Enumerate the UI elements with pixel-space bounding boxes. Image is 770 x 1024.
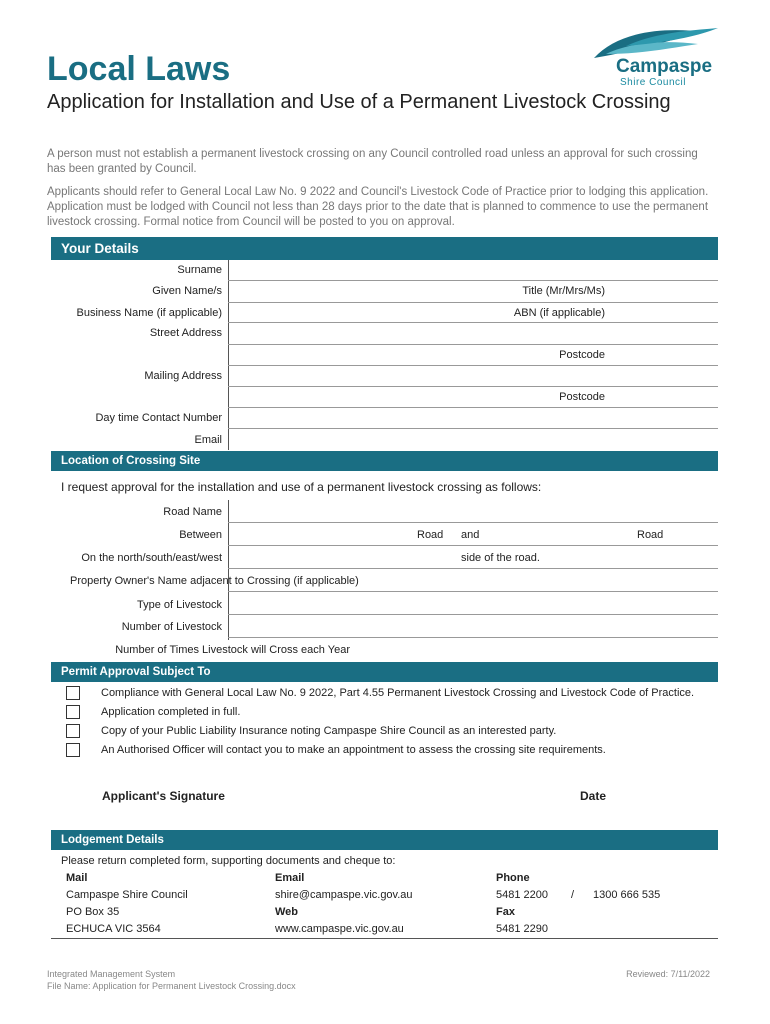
road-name-field[interactable] (228, 522, 718, 523)
footer-left (47, 968, 296, 992)
postcode-field-1[interactable] (228, 365, 718, 366)
web-link[interactable]: www.campaspe.vic.gov.au (275, 923, 404, 935)
lodgement-bottom-rule (51, 938, 718, 939)
permit-checkbox-3[interactable] (66, 724, 80, 738)
email-heading: Email (275, 872, 305, 884)
phone-number-1: 5481 2200 (496, 889, 548, 901)
road-label-1: Road (417, 529, 444, 541)
permit-checkbox-2[interactable] (66, 705, 80, 719)
signature-label: Applicant's Signature (102, 789, 225, 803)
your-details-heading: Your Details (51, 237, 718, 260)
contact-number-label: Day time Contact Number (95, 412, 222, 424)
road-name-label: Road Name (163, 506, 222, 518)
fax-heading: Fax (496, 906, 515, 918)
title-label: Title (Mr/Mrs/Ms) (522, 285, 605, 297)
footer-line-2: File Name: Application for Permanent Livestock Crossing.docx (47, 981, 296, 991)
mail-line-1: Campaspe Shire Council (66, 889, 188, 901)
livestock-type-label: Type of Livestock (137, 599, 222, 611)
livestock-number-label: Number of Livestock (121, 621, 222, 633)
abn-label: ABN (if applicable) (513, 307, 605, 319)
business-name-field[interactable] (228, 322, 718, 323)
postcode-label-2: Postcode (559, 391, 605, 403)
intro-paragraph-1: A person must not establish a permanent livestock crossing on any Council controlled road unless an approval for such crossing has been granted by Council. (47, 148, 698, 175)
phone-separator: / (571, 889, 575, 901)
location-heading: Location of Crossing Site (51, 451, 718, 471)
permit-item-4: An Authorised Officer will contact you to make an appointment to assess the crossing site requirements. (101, 744, 606, 756)
permit-item-2: Application completed in full. (101, 706, 241, 718)
fax-number: 5481 2290 (496, 923, 548, 935)
page-title: Local Laws (47, 50, 231, 88)
permit-checkbox-1[interactable] (66, 686, 80, 700)
business-name-label: Business Name (if applicable) (76, 307, 222, 319)
given-name-label: Given Name/s (152, 285, 222, 297)
road-label-2: Road (637, 529, 664, 541)
mail-line-3: ECHUCA VIC 3564 (66, 923, 161, 935)
permit-heading: Permit Approval Subject To (51, 662, 718, 682)
date-label: Date (580, 789, 607, 803)
property-owner-field[interactable] (228, 591, 718, 592)
between-field[interactable] (228, 545, 718, 546)
surname-field[interactable] (228, 280, 718, 281)
mail-line-2: PO Box 35 (66, 906, 120, 918)
web-heading: Web (275, 906, 299, 918)
request-text: I request approval for the installation and use of a permanent livestock crossing as follows: (61, 480, 542, 494)
street-address-label: Street Address (149, 327, 222, 339)
direction-field[interactable] (228, 568, 718, 569)
livestock-type-field[interactable] (228, 614, 718, 615)
street-address-field[interactable] (228, 344, 718, 345)
property-owner-label: Property Owner's Name adjacent to Crossing (if applicable) (70, 575, 359, 587)
phone-heading: Phone (496, 872, 530, 884)
email-label: Email (194, 434, 222, 446)
email-link[interactable]: shire@campaspe.vic.gov.au (275, 889, 413, 901)
permit-item-3: Copy of your Public Liability Insurance noting Campaspe Shire Council as an interested party. (101, 725, 557, 737)
footer-reviewed: Reviewed: 7/11/2022 (626, 969, 710, 979)
postcode-label-1: Postcode (559, 349, 605, 361)
between-label: Between (179, 529, 222, 541)
location-divider (228, 500, 229, 640)
logo-name: Campaspe (616, 56, 713, 77)
footer-line-1: Integrated Management System (47, 969, 176, 979)
logo-subtitle: Shire Council (620, 77, 686, 88)
mailing-address-label: Mailing Address (144, 370, 222, 382)
phone-number-2: 1300 666 535 (593, 889, 661, 901)
intro-paragraph-2: Applicants should refer to General Local Law No. 9 2022 and Council's Livestock Code of Practice prior to lodging this application. Application must be lodged with Council not less than 28 days prior to the date that is planned to commence to use the permanent livestock crossing. Formal notice from Council will be posted to you on approval. (47, 186, 709, 228)
and-label: and (461, 529, 480, 541)
permit-checkbox-4[interactable] (66, 743, 80, 757)
postcode-field-2[interactable] (228, 407, 718, 408)
details-divider (228, 260, 229, 450)
crossings-per-year-label: Number of Times Livestock will Cross each Year (115, 644, 350, 656)
mailing-address-field[interactable] (228, 386, 718, 387)
given-name-field[interactable] (228, 302, 718, 303)
mail-heading: Mail (66, 872, 88, 884)
livestock-number-field[interactable] (228, 637, 718, 638)
direction-label: On the north/south/east/west (81, 552, 222, 564)
form-subtitle: Application for Installation and Use of a Permanent Livestock Crossing (47, 91, 671, 113)
contact-number-field[interactable] (228, 428, 718, 429)
permit-item-1: Compliance with General Local Law No. 9 2022, Part 4.55 Permanent Livestock Crossing and Livestock Code of Practice. (101, 687, 695, 699)
surname-label: Surname (177, 264, 222, 276)
lodgement-heading: Lodgement Details (51, 830, 718, 850)
side-of-road-label: side of the road. (461, 552, 540, 564)
lodgement-intro: Please return completed form, supporting documents and cheque to: (61, 855, 396, 867)
